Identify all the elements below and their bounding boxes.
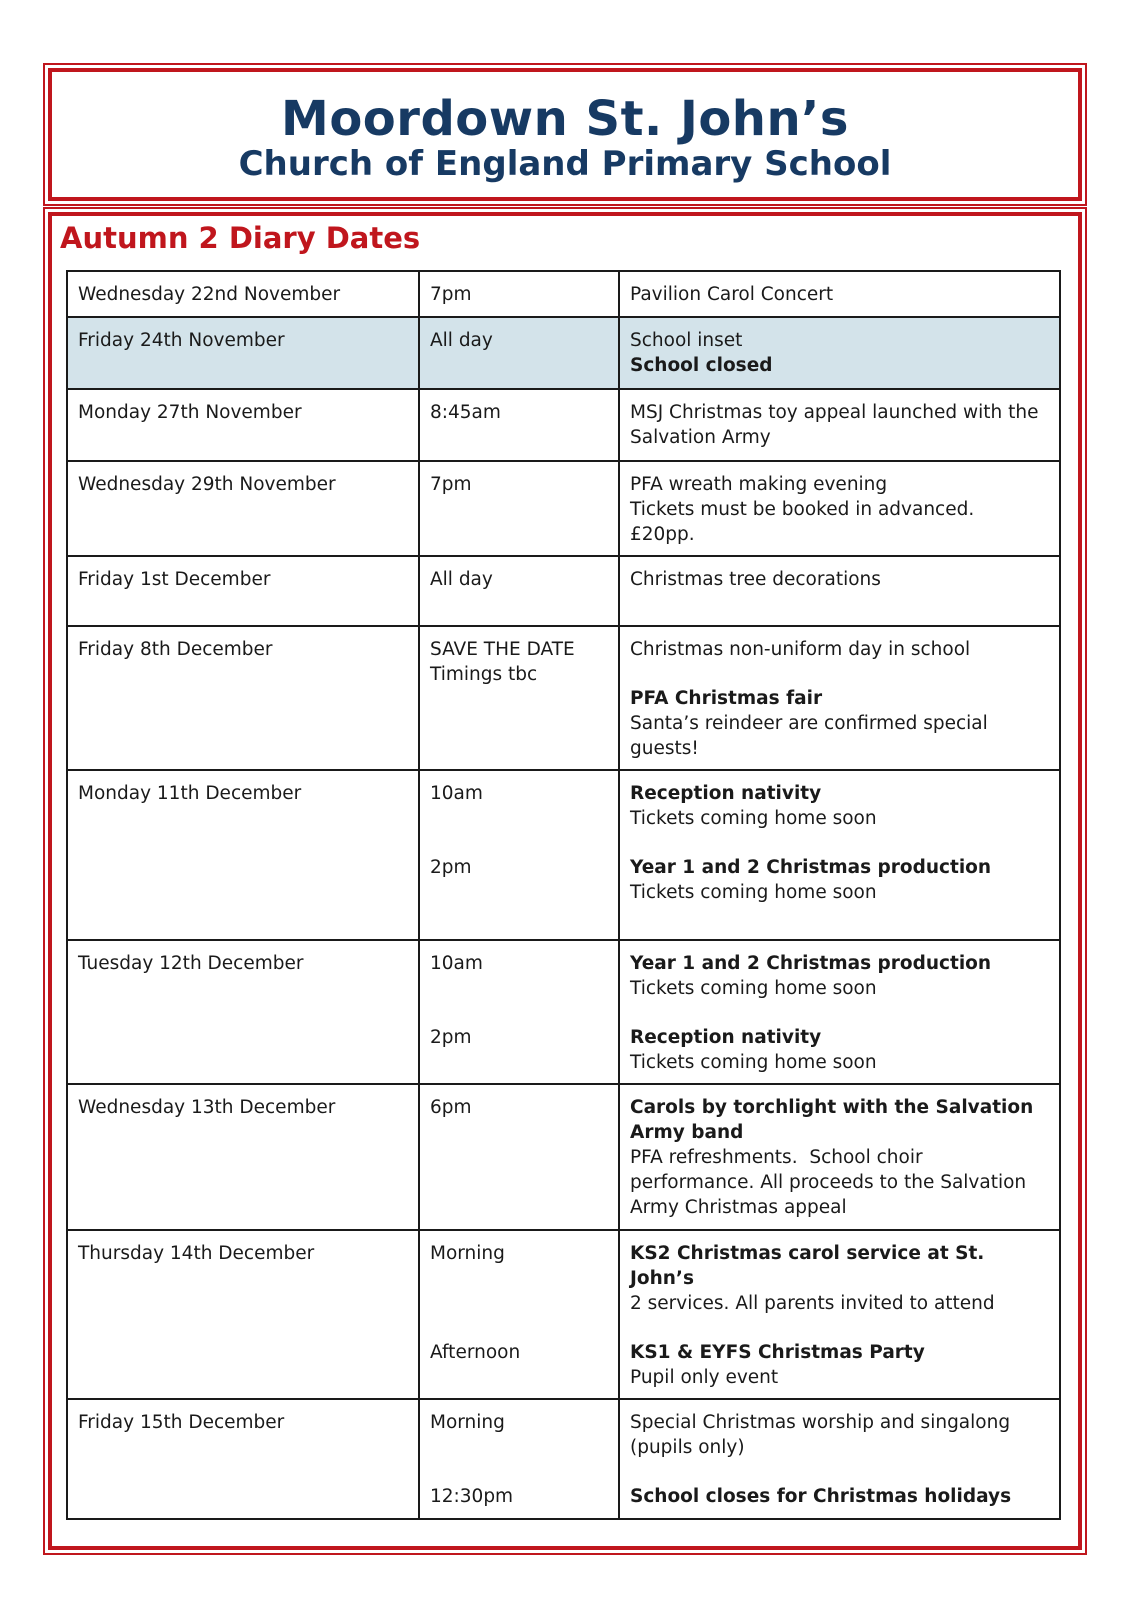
event-detail: 2 services. All parents invited to attend [630, 1293, 995, 1314]
table-row [67, 940, 1060, 1084]
date-cell [67, 940, 419, 1084]
header-frame [48, 68, 1082, 201]
event-cell [619, 940, 1060, 1084]
time-cell [419, 770, 619, 940]
time-text: 7pm [430, 474, 472, 495]
time-cell [419, 1399, 619, 1519]
event-title: School closes for Christmas holidays [630, 1486, 1012, 1507]
time-text: Morning [430, 1412, 505, 1433]
event-title: KS2 Christmas carol service at St. John’s [630, 1243, 991, 1289]
event-text: Special Christmas worship and singalong (pupils only) [630, 1412, 1016, 1458]
time-text: Afternoon [430, 1342, 521, 1363]
date-text: Monday 11th December [78, 783, 302, 804]
event-cell [619, 389, 1060, 461]
time-text: All day [430, 569, 493, 590]
date-cell [67, 461, 419, 556]
event-title: Reception nativity [630, 783, 822, 804]
event-text: School inset [630, 330, 743, 351]
table-row [67, 626, 1060, 770]
time-cell [419, 556, 619, 626]
time-text: 10am [430, 783, 483, 804]
date-text: Wednesday 13th December [78, 1097, 336, 1118]
event-title: Reception nativity [630, 1027, 822, 1048]
table-row [67, 556, 1060, 626]
table-row [67, 770, 1060, 940]
time-text: SAVE THE DATE [430, 639, 575, 660]
event-cell [619, 461, 1060, 556]
event-cell [619, 770, 1060, 940]
diary-dates-table [66, 270, 1061, 1520]
event-text: Pavilion Carol Concert [630, 284, 834, 305]
event-detail: Tickets coming home soon [630, 978, 877, 999]
event-detail: Tickets coming home soon [630, 1052, 877, 1073]
event-cell [619, 626, 1060, 770]
event-text: Christmas tree decorations [630, 569, 881, 590]
event-title: PFA Christmas fair [630, 688, 823, 709]
time-cell [419, 389, 619, 461]
time-text: 10am [430, 953, 483, 974]
date-cell [67, 317, 419, 389]
table-row [67, 1399, 1060, 1519]
date-cell [67, 1230, 419, 1399]
date-cell [67, 271, 419, 317]
time-text: 2pm [430, 857, 472, 878]
event-title: Carols by torchlight with the Salvation Army band [630, 1097, 1040, 1143]
time-cell [419, 271, 619, 317]
date-text: Friday 8th December [78, 639, 273, 660]
event-detail: Tickets must be booked in advanced. £20pp. [630, 499, 986, 545]
date-cell [67, 389, 419, 461]
event-detail: Pupil only event [630, 1367, 779, 1388]
event-detail: Tickets coming home soon [630, 882, 877, 903]
date-text: Wednesday 22nd November [78, 284, 341, 305]
event-cell [619, 1230, 1060, 1399]
table-row [67, 461, 1060, 556]
event-text: PFA wreath making evening [630, 474, 888, 495]
time-text: 8:45am [430, 402, 501, 423]
time-text: 7pm [430, 284, 472, 305]
table-row [67, 389, 1060, 461]
date-text: Friday 15th December [78, 1412, 285, 1433]
time-text: All day [430, 330, 493, 351]
event-cell [619, 271, 1060, 317]
time-text: 6pm [430, 1097, 472, 1118]
date-cell [67, 1084, 419, 1230]
event-text: MSJ Christmas toy appeal launched with the Salvation Army [630, 402, 1045, 448]
school-name: Moordown St. John’s [281, 91, 849, 147]
time-text: 2pm [430, 1027, 472, 1048]
time-cell [419, 1230, 619, 1399]
date-text: Friday 1st December [78, 569, 271, 590]
date-cell [67, 626, 419, 770]
time-text: 12:30pm [430, 1486, 514, 1507]
date-text: Tuesday 12th December [78, 953, 304, 974]
event-cell [619, 317, 1060, 389]
event-detail: Santa’s reindeer are confirmed special guests! [630, 713, 994, 759]
date-cell [67, 770, 419, 940]
time-cell [419, 626, 619, 770]
date-text: Monday 27th November [78, 402, 302, 423]
section-title: Autumn 2 Diary Dates [60, 221, 421, 255]
date-text: Wednesday 29th November [78, 474, 336, 495]
event-cell [619, 1399, 1060, 1519]
time-cell [419, 940, 619, 1084]
table-row-highlighted [67, 317, 1060, 389]
event-detail: PFA refreshments. School choir performance. All proceeds to the Salvation Army Christmas appeal [630, 1147, 1033, 1218]
event-title: School closed [630, 355, 773, 376]
event-title: KS1 & EYFS Christmas Party [630, 1342, 925, 1363]
event-title: Year 1 and 2 Christmas production [630, 953, 992, 974]
time-note: Timings tbc [430, 664, 538, 685]
date-cell [67, 1399, 419, 1519]
date-text: Thursday 14th December [78, 1243, 315, 1264]
event-title: Year 1 and 2 Christmas production [630, 857, 992, 878]
table-row [67, 271, 1060, 317]
school-subtitle: Church of England Primary School [238, 144, 892, 184]
table-row [67, 1230, 1060, 1399]
event-cell [619, 1084, 1060, 1230]
time-cell [419, 1084, 619, 1230]
event-detail: Tickets coming home soon [630, 808, 877, 829]
table-row [67, 1084, 1060, 1230]
event-cell [619, 556, 1060, 626]
date-cell [67, 556, 419, 626]
time-cell [419, 461, 619, 556]
event-text: Christmas non-uniform day in school [630, 639, 971, 660]
time-text: Morning [430, 1243, 505, 1264]
date-text: Friday 24th November [78, 330, 285, 351]
time-cell [419, 317, 619, 389]
